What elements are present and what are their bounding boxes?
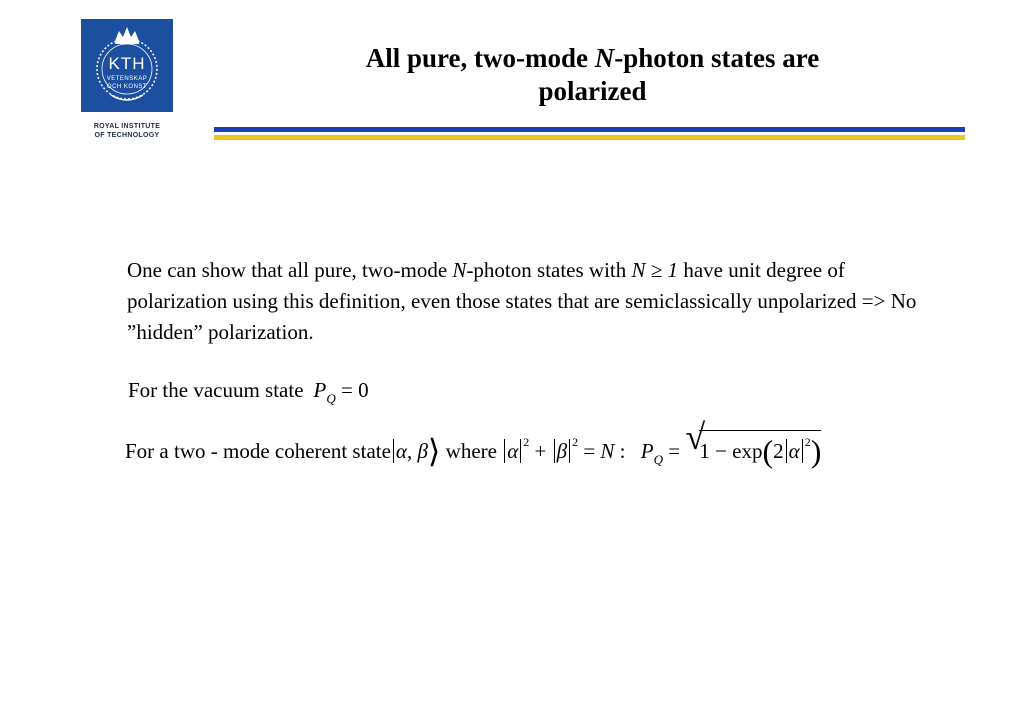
eq2-factor: 2 xyxy=(773,439,784,463)
kth-logo xyxy=(81,19,173,112)
logo-line2: OCH KONST xyxy=(106,84,148,90)
eq2-eq: = xyxy=(668,439,681,463)
eq2-alpha: α xyxy=(395,439,407,463)
title-part1: All pure, two-mode xyxy=(365,43,595,73)
para-condition: N ≥ 1 xyxy=(631,258,679,282)
eq2-one-minus-exp: 1 − exp xyxy=(699,439,763,463)
eq2-plus: + xyxy=(534,439,547,463)
eq2-n: N xyxy=(600,439,615,463)
eq2-alpha-2: α xyxy=(507,439,519,463)
eq2-beta-2: β xyxy=(556,439,568,463)
para-n: N xyxy=(452,258,467,282)
eq2-sup-2: 2 xyxy=(572,435,579,449)
eq2-p: P xyxy=(640,439,654,463)
title-italic-n: N xyxy=(594,43,615,73)
eq1-p: P xyxy=(313,378,327,402)
eq2-q: Q xyxy=(653,452,663,467)
logo-kth-text: KTH xyxy=(108,54,146,73)
institution-name xyxy=(81,122,173,140)
eq2-where: where xyxy=(445,439,497,463)
eq2-equals-n: = xyxy=(583,439,601,463)
body-paragraph xyxy=(127,255,917,348)
vacuum-equation xyxy=(128,378,369,406)
header-stripe-yellow xyxy=(214,135,965,140)
eq2-alpha-3: α xyxy=(788,439,800,463)
title-line2: polarized xyxy=(538,76,647,106)
title-part2: -photon states are xyxy=(614,43,820,73)
eq2-label: For a two - mode coherent state xyxy=(125,439,391,463)
eq1-label: For the vacuum state xyxy=(128,378,304,402)
sqrt-expression: √ 1 − exp(2 α $^2$) xyxy=(685,417,822,469)
para-text-1: One can show that all pure, two-mode xyxy=(127,258,453,282)
institution-line1: ROYAL INSTITUTE xyxy=(93,123,161,130)
logo-line1: VETENSKAP xyxy=(106,76,148,82)
slide-title xyxy=(300,42,885,108)
para-text-2: -photon states with xyxy=(466,258,632,282)
header-stripe-blue xyxy=(214,127,965,132)
para-text-3: have unit degree of polarization using this definition, even those states that are semiclassically unpolarized => No ”hidden” polarization. xyxy=(127,258,917,344)
eq2-beta: β xyxy=(417,439,428,463)
eq2-sup-1: 2 xyxy=(523,435,530,449)
eq2-sup-3: 2 xyxy=(804,435,811,449)
coherent-state-equation: For a two - mode coherent state α, β⟩ where α $^2$ + β $^2$ = N : $P_Q$ = √ 1 − exp(2 α $^2$) xyxy=(125,417,822,469)
eq2-comma: , xyxy=(406,439,413,463)
eq1-rhs: = 0 xyxy=(341,378,369,402)
eq2-colon: : xyxy=(614,439,626,463)
institution-line2: OF TECHNOLOGY xyxy=(94,132,160,139)
eq1-q: Q xyxy=(326,391,336,406)
